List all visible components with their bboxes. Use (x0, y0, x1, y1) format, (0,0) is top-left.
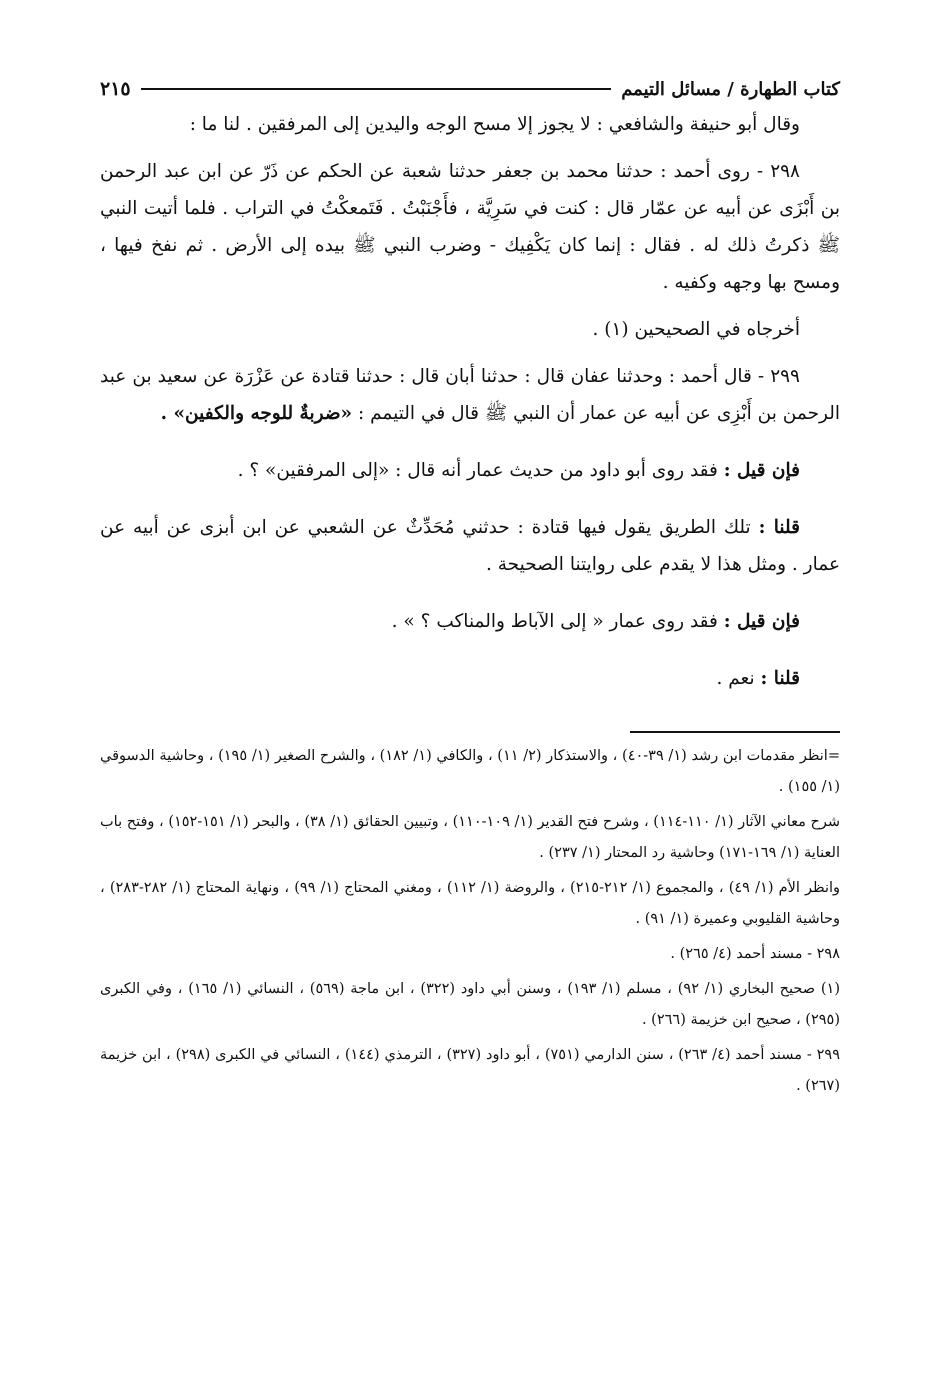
page-number: ٢١٥ (100, 78, 131, 100)
book-page (100, 72, 840, 1106)
takhrij-298: أخرجاه في الصحيحين (١) . (592, 319, 800, 340)
hadith-299-text: ٢٩٩ - قال أحمد : وحدثنا عفان قال : حدثنا أبان قال : حدثنا قتادة عن عَزْرَة عن سعيد بن عبد الرحمن بن أَبْزِى عن أبيه عن عمار أن النبي ﷺ قال في التيمم : (100, 366, 840, 424)
hadith-298-paragraph: ٢٩٨ - روى أحمد : حدثنا محمد بن جعفر حدثنا شعبة عن الحكم عن ذَرّ عن ابن عبد الرحمن بن أَبْزَى عن أبيه عن عمّار قال : كنت في سَرِيَّة ، فأَجْنَبْتُ . فَتَمعكْتُ في التراب . فلما أتيت النبي ﷺ ذكرتُ ذلك له . فقال : إنما كان يَكْفِيك - وضرب النبي ﷺ بيده إلى الأرض . ثم نفخ فيها ، ومسح بها وجهه وكفيه . (100, 161, 840, 293)
answer-2 (100, 660, 840, 697)
running-header (100, 72, 840, 106)
footnote-separator (630, 731, 840, 733)
answer-2-text: نعم . (716, 668, 755, 689)
footnote-hanafi-sources: شرح معاني الآثار (١/ ١١٠-١١٤) ، وشرح فتح القدير (١/ ١٠٩-١١٠) ، وتبيين الحقائق (١/ ٣٨) ، والبحر (١/ ١٥١-١٥٢) ، وفتح باب العناية (١/ ١٦٩-١٧١) وحاشية رد المحتار (١/ ٢٣٧) . (100, 814, 841, 861)
footnotes (100, 741, 840, 1102)
header-rule (141, 88, 612, 90)
hadith-299-paragraph (100, 358, 840, 432)
answer-1-text: تلك الطريق يقول فيها قتادة : حدثني مُحَدِّثٌ عن الشعبي عن ابن أبزى عن أبيه عن عمار . ومثل هذا لا يقدم على روايتنا الصحيحة . (100, 517, 840, 575)
answer-2-label: قلنا : (760, 668, 800, 689)
question-2-text: فقد روى عمار « إلى الآباط والمناكب ؟ » . (391, 611, 718, 632)
header-title: كتاب الطهارة / مسائل التيمم (621, 78, 840, 100)
footnote-298: ٢٩٨ - مسند أحمد (٤/ ٢٦٥) . (670, 946, 840, 962)
footnote-1: (١) صحيح البخاري (١/ ٩٢) ، مسلم (١/ ١٩٣) ، وسنن أبي داود (٣٢٢) ، ابن ماجة (٥٦٩) ، النسائي (١/ ١٦٥) ، وفي الكبرى (٢٩٥) ، صحيح ابن خزيمة (٢٦٦) . (100, 981, 840, 1028)
answer-1 (100, 509, 840, 583)
main-text (100, 106, 840, 697)
question-1-label: فإن قيل : (723, 460, 800, 481)
footnote-continuation: =انظر مقدمات ابن رشد (١/ ٣٩-٤٠) ، والاستذكار (٢/ ١١) ، والكافي (١/ ١٨٢) ، والشرح الصغير (١/ ١٩٥) ، وحاشية الدسوقي (١/ ١٥٥) . (100, 748, 840, 795)
answer-1-label: قلنا : (758, 517, 800, 538)
question-1-text: فقد روى أبو داود من حديث عمار أنه قال : «إلى المرفقين» ؟ . (237, 460, 718, 481)
hadith-299-quote: «ضربةٌ للوجه والكفين» . (160, 403, 353, 424)
footnote-299: ٢٩٩ - مسند أحمد (٤/ ٢٦٣) ، سنن الدارمي (٧٥١) ، أبو داود (٣٢٧) ، الترمذي (١٤٤) ، النسائي في الكبرى (٢٩٨) ، ابن خزيمة (٢٦٧) . (100, 1047, 841, 1094)
question-1 (100, 452, 840, 489)
question-2-label: فإن قيل : (723, 611, 800, 632)
question-2 (100, 603, 840, 640)
footnote-shafii-sources: وانظر الأم (١/ ٤٩) ، والمجموع (١/ ٢١٢-٢١٥) ، والروضة (١/ ١١٢) ، ومغني المحتاج (١/ ٩٩) ، ونهاية المحتاج (١/ ٢٨٢-٢٨٣) ، وحاشية القليوبي وعميرة (١/ ٩١) . (100, 880, 841, 927)
intro-paragraph: وقال أبو حنيفة والشافعي : لا يجوز إلا مسح الوجه واليدين إلى المرفقين . لنا ما : (189, 114, 800, 135)
